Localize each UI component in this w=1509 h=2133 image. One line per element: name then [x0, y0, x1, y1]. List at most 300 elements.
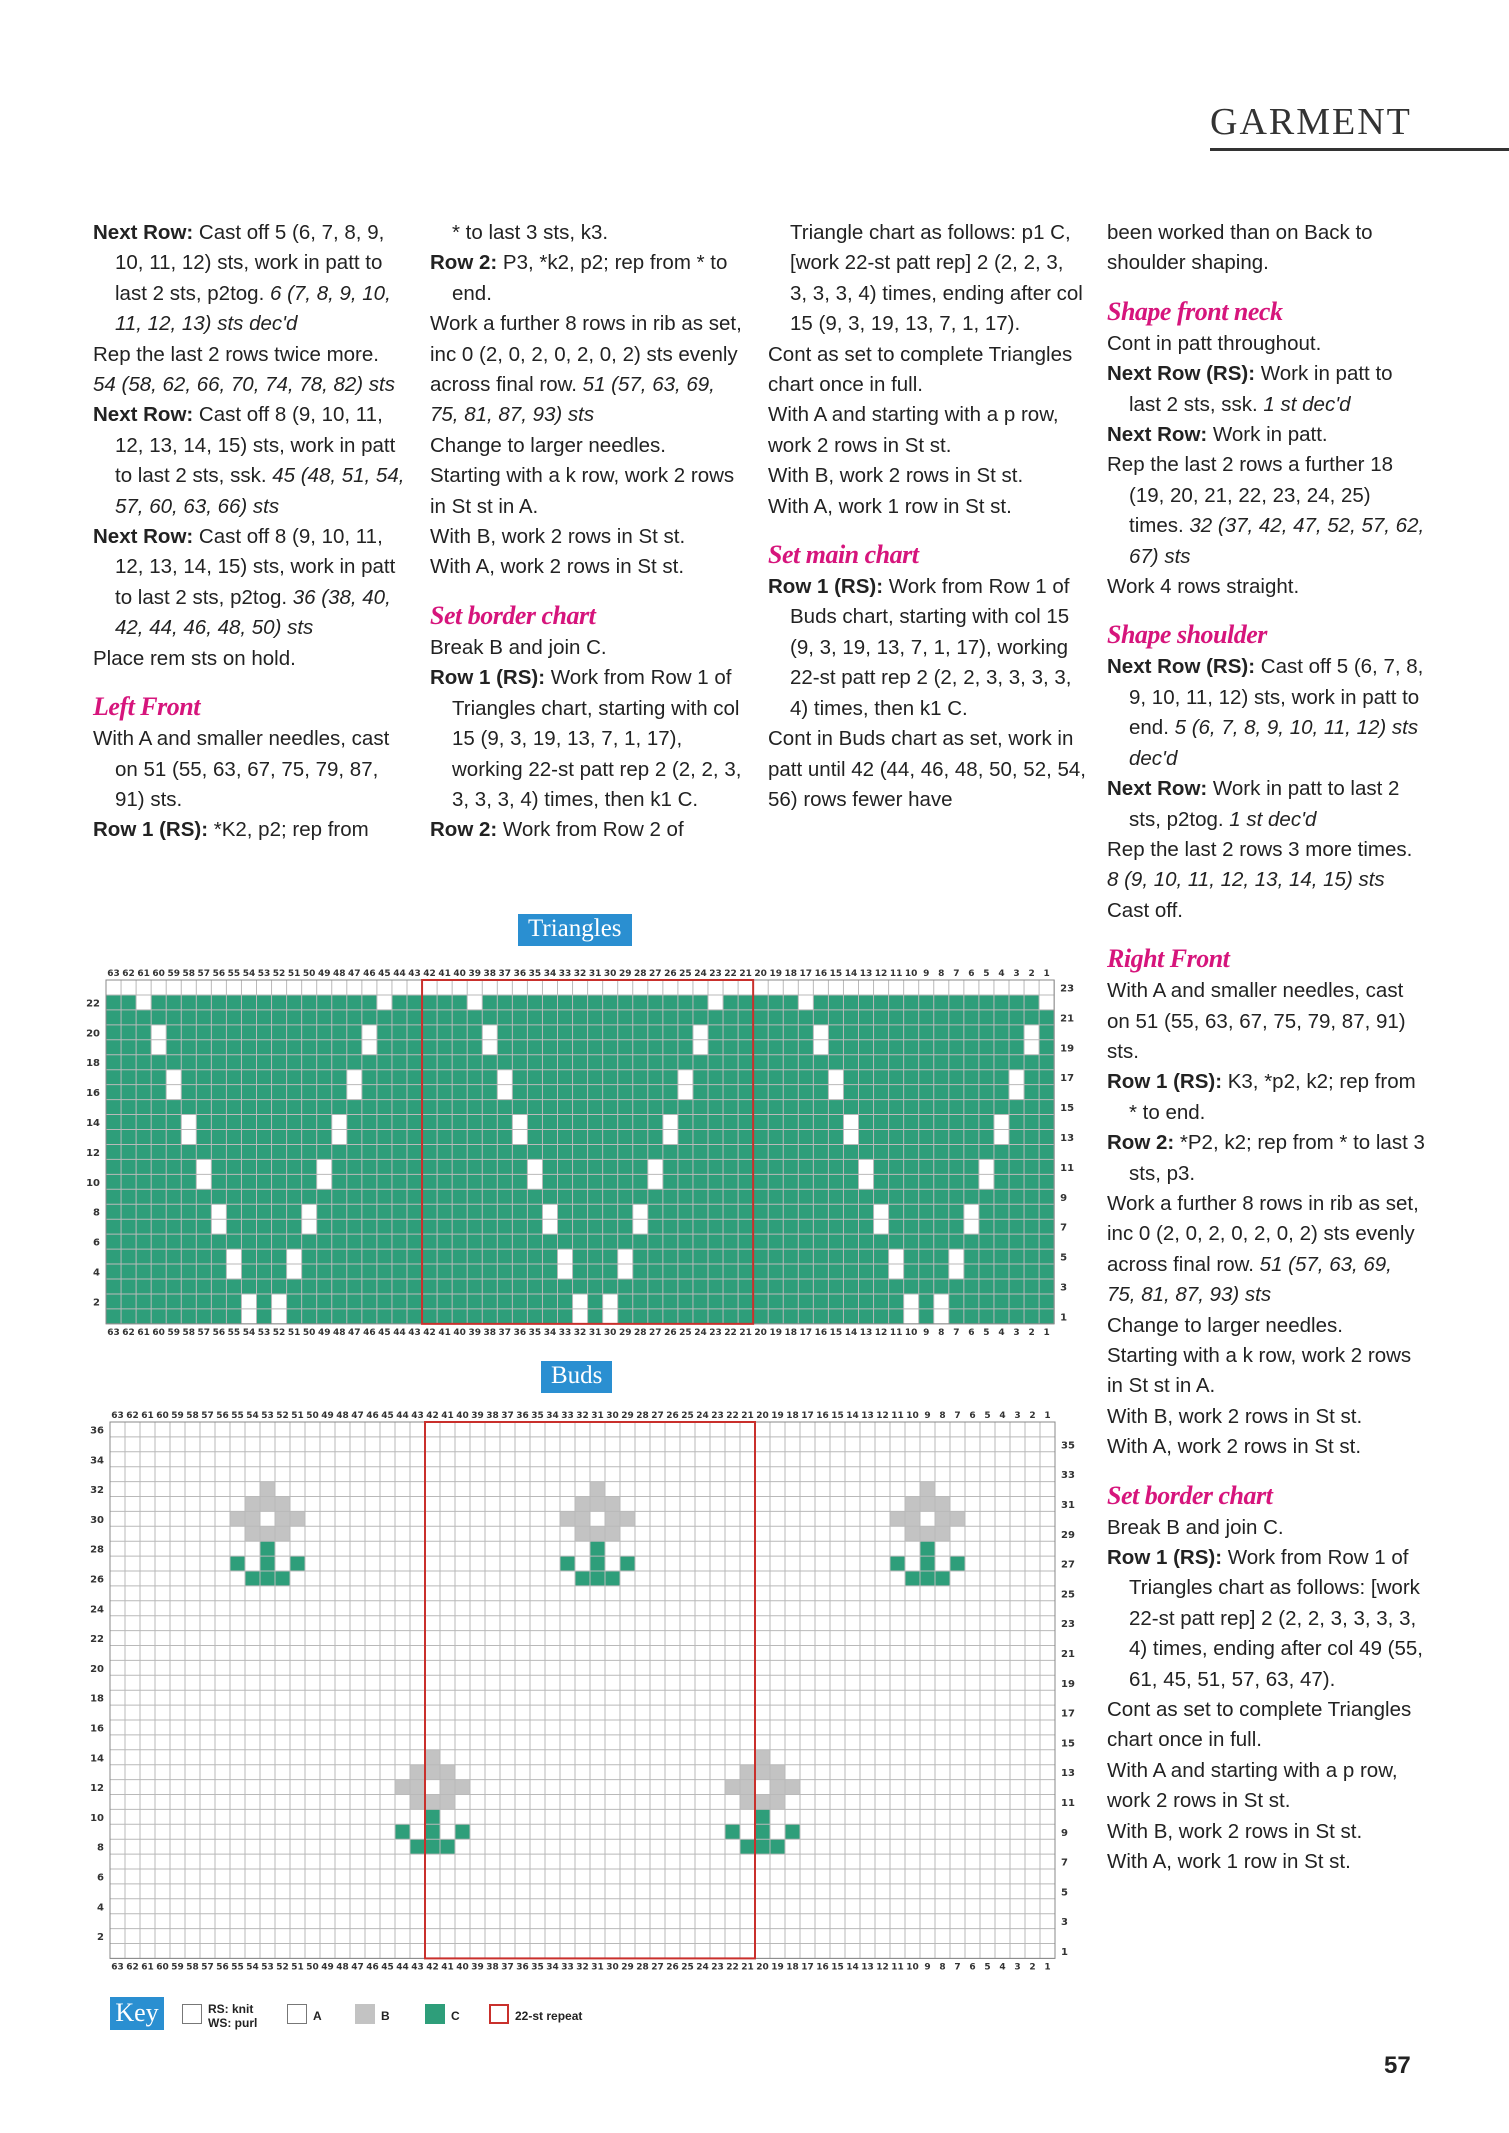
triangles-stitch [512, 1309, 527, 1324]
triangles-stitch [693, 1249, 708, 1264]
heading-left-front: Left Front [93, 692, 200, 722]
triangles-stitch [226, 1115, 241, 1130]
triangles-stitch [467, 1085, 482, 1100]
triangles-stitch [121, 1025, 136, 1040]
column-number: 25 [681, 1411, 694, 1421]
triangles-stitch [708, 1279, 723, 1294]
triangles-stitch [482, 1085, 497, 1100]
triangles-stitch [843, 1219, 858, 1234]
triangles-stitch [1009, 1309, 1024, 1324]
triangles-stitch [302, 1070, 317, 1085]
row-number: 9 [1061, 1827, 1068, 1839]
triangles-stitch [783, 1204, 798, 1219]
triangles-stitch [723, 1174, 738, 1189]
triangles-stitch [964, 1234, 979, 1249]
triangles-stitch [377, 1055, 392, 1070]
triangles-stitch [678, 1115, 693, 1130]
triangles-stitch [362, 1189, 377, 1204]
triangles-stitch [257, 1070, 272, 1085]
buds-stitch [605, 1497, 620, 1512]
triangles-stitch [1024, 1279, 1039, 1294]
triangles-stitch [437, 1159, 452, 1174]
triangles-stitch [317, 1219, 332, 1234]
column-number: 28 [636, 1962, 649, 1973]
triangles-stitch [949, 1115, 964, 1130]
triangles-stitch [798, 1189, 813, 1204]
triangles-stitch [904, 1130, 919, 1145]
column-number: 46 [366, 1411, 379, 1421]
triangles-stitch [407, 1309, 422, 1324]
row-number: 8 [97, 1842, 104, 1854]
column-number: 8 [939, 1962, 946, 1973]
heading-set-main-chart: Set main chart [768, 540, 919, 570]
column-number: 33 [561, 1411, 574, 1421]
paragraph: With A, work 2 rows in St st. [1107, 1435, 1362, 1459]
triangles-stitch [467, 1204, 482, 1219]
triangles-stitch [347, 1115, 362, 1130]
column-number: 53 [261, 1962, 274, 1973]
row-number: 27 [1061, 1559, 1075, 1571]
column-number: 32 [576, 1962, 589, 1973]
column-number: 2 [1029, 1411, 1036, 1421]
triangles-stitch [497, 1144, 512, 1159]
triangles-stitch [843, 995, 858, 1010]
triangles-stitch [332, 1309, 347, 1324]
column-number: 13 [861, 1411, 874, 1421]
triangles-stitch [708, 1115, 723, 1130]
triangles-stitch [482, 995, 497, 1010]
column-number: 29 [621, 1411, 634, 1421]
triangles-stitch [106, 1219, 121, 1234]
triangles-stitch [482, 1055, 497, 1070]
column-number: 55 [227, 1327, 241, 1338]
triangles-stitch [964, 1055, 979, 1070]
triangles-stitch [633, 1309, 648, 1324]
triangles-stitch [618, 1144, 633, 1159]
triangles-stitch [753, 1309, 768, 1324]
triangles-stitch [151, 1070, 166, 1085]
triangles-stitch [136, 1279, 151, 1294]
column-number: 31 [591, 1411, 604, 1421]
triangles-stitch [783, 1264, 798, 1279]
triangles-stitch [287, 1159, 302, 1174]
triangles-stitch [753, 1144, 768, 1159]
triangles-stitch [859, 1249, 874, 1264]
buds-stitch [395, 1780, 410, 1795]
triangles-stitch [979, 1070, 994, 1085]
triangles-stitch [708, 1174, 723, 1189]
triangles-stitch [588, 1115, 603, 1130]
triangles-stitch [1039, 1294, 1054, 1309]
row-number: 16 [90, 1723, 104, 1735]
row-number: 3 [1061, 1917, 1068, 1929]
triangles-stitch [211, 1174, 226, 1189]
header-rule [1210, 148, 1509, 151]
triangles-stitch [527, 1115, 542, 1130]
column-number: 13 [859, 1327, 873, 1338]
triangles-stitch [979, 1085, 994, 1100]
triangles-stitch [618, 1055, 633, 1070]
triangles-stitch [813, 1189, 828, 1204]
column-number: 59 [171, 1962, 184, 1973]
triangles-stitch [768, 1279, 783, 1294]
triangles-stitch [828, 1204, 843, 1219]
triangles-stitch [287, 1025, 302, 1040]
triangles-stitch [859, 1025, 874, 1040]
buds-stitch [440, 1780, 455, 1795]
triangles-stitch [287, 1309, 302, 1324]
triangles-stitch [573, 1159, 588, 1174]
triangles-stitch [166, 1294, 181, 1309]
triangles-stitch [768, 1249, 783, 1264]
column-number: 10 [906, 1411, 919, 1421]
triangles-stitch [392, 1234, 407, 1249]
triangles-stitch [798, 1219, 813, 1234]
triangles-stitch [317, 1010, 332, 1025]
row-number: 1 [1061, 1946, 1068, 1958]
triangles-stitch [151, 1219, 166, 1234]
buds-stitch [575, 1511, 590, 1526]
triangles-stitch [843, 1070, 858, 1085]
triangles-stitch [542, 1085, 557, 1100]
column-number: 30 [606, 1962, 619, 1973]
buds-stitch [290, 1556, 305, 1571]
triangles-chart [0, 950, 1100, 1340]
triangles-stitch [919, 1234, 934, 1249]
triangles-stitch [437, 1010, 452, 1025]
triangles-stitch [287, 1100, 302, 1115]
column-number: 27 [649, 1327, 662, 1338]
triangles-stitch [407, 1294, 422, 1309]
triangles-stitch [618, 1040, 633, 1055]
row-number: 15 [1060, 1103, 1075, 1115]
triangles-stitch [723, 1249, 738, 1264]
buds-stitch [590, 1482, 605, 1497]
triangles-stitch [332, 1010, 347, 1025]
triangles-stitch [332, 1085, 347, 1100]
row-label: Next Row: [1107, 423, 1208, 447]
column-number: 52 [276, 1962, 289, 1973]
triangles-stitch [392, 1085, 407, 1100]
triangles-stitch [693, 1144, 708, 1159]
buds-stitch [905, 1571, 920, 1586]
triangles-stitch [618, 1025, 633, 1040]
triangles-stitch [422, 1309, 437, 1324]
triangles-stitch [843, 1204, 858, 1219]
triangles-stitch [738, 1309, 753, 1324]
triangles-stitch [497, 1115, 512, 1130]
row-label: Next Row: [1107, 777, 1208, 801]
triangles-stitch [1024, 1085, 1039, 1100]
column-number: 34 [546, 1411, 559, 1421]
column-number: 39 [471, 1411, 484, 1421]
column-number: 52 [276, 1411, 289, 1421]
triangles-stitch [573, 1264, 588, 1279]
triangles-stitch [226, 1159, 241, 1174]
buds-stitch [575, 1497, 590, 1512]
paragraph: Work 4 rows straight. [1107, 575, 1300, 599]
triangles-stitch [332, 1159, 347, 1174]
triangles-stitch [949, 995, 964, 1010]
triangles-stitch [573, 1040, 588, 1055]
triangles-stitch [889, 1219, 904, 1234]
triangles-stitch [181, 1279, 196, 1294]
triangles-stitch [527, 1264, 542, 1279]
triangles-stitch [934, 1115, 949, 1130]
triangles-stitch [558, 1115, 573, 1130]
triangles-stitch [753, 1055, 768, 1070]
triangles-stitch [904, 1055, 919, 1070]
triangles-stitch [437, 1040, 452, 1055]
triangles-stitch [226, 1279, 241, 1294]
triangles-stitch [723, 1055, 738, 1070]
column-number: 56 [212, 969, 226, 979]
column-number: 6 [968, 1327, 975, 1338]
column-number: 28 [634, 969, 647, 979]
triangles-stitch [422, 1174, 437, 1189]
triangles-stitch [1009, 1115, 1024, 1130]
row-number: 33 [1061, 1470, 1075, 1482]
triangles-stitch [934, 1040, 949, 1055]
triangles-stitch [527, 1144, 542, 1159]
triangles-stitch [738, 1189, 753, 1204]
column-number: 28 [634, 1327, 647, 1338]
triangles-stitch [392, 1025, 407, 1040]
row-number: 20 [86, 1028, 100, 1040]
triangles-stitch [317, 1249, 332, 1264]
triangles-stitch [828, 1144, 843, 1159]
triangles-stitch [437, 1144, 452, 1159]
triangles-stitch [859, 1010, 874, 1025]
triangles-stitch [257, 1189, 272, 1204]
buds-stitch [425, 1750, 440, 1765]
triangles-stitch [241, 1279, 256, 1294]
column-number: 54 [246, 1411, 259, 1421]
triangles-stitch [693, 1159, 708, 1174]
row-number: 16 [86, 1088, 100, 1100]
triangles-stitch [437, 1264, 452, 1279]
buds-stitch [260, 1541, 275, 1556]
text-column-4 [1107, 218, 1425, 1878]
triangles-stitch [452, 1174, 467, 1189]
buds-stitch [410, 1839, 425, 1854]
triangles-stitch [196, 995, 211, 1010]
heading-shape-shoulder: Shape shoulder [1107, 620, 1267, 650]
triangles-stitch [166, 1264, 181, 1279]
buds-stitch [755, 1824, 770, 1839]
triangles-stitch [798, 1085, 813, 1100]
triangles-stitch [527, 1100, 542, 1115]
triangles-stitch [151, 1010, 166, 1025]
buds-stitch [920, 1482, 935, 1497]
triangles-stitch [768, 1055, 783, 1070]
triangles-stitch [302, 1249, 317, 1264]
triangles-stitch [317, 1040, 332, 1055]
triangles-stitch [738, 1130, 753, 1145]
buds-stitch [590, 1526, 605, 1541]
section-header: GARMENT [1210, 101, 1412, 143]
triangles-stitch [407, 1279, 422, 1294]
triangles-stitch [753, 1159, 768, 1174]
row-number: 2 [97, 1932, 104, 1944]
triangles-stitch [859, 1309, 874, 1324]
triangles-stitch [979, 1010, 994, 1025]
triangles-stitch [392, 1264, 407, 1279]
triangles-stitch [783, 1309, 798, 1324]
triangles-stitch [422, 1025, 437, 1040]
triangles-stitch [1024, 1249, 1039, 1264]
triangles-stitch [121, 1294, 136, 1309]
triangles-stitch [603, 995, 618, 1010]
triangles-stitch [979, 1264, 994, 1279]
key-repeat-label: 22-st repeat [515, 2009, 583, 2023]
triangles-stitch [678, 1279, 693, 1294]
triangles-stitch [482, 1174, 497, 1189]
triangles-stitch [542, 1279, 557, 1294]
triangles-stitch [813, 1264, 828, 1279]
triangles-stitch [121, 1130, 136, 1145]
triangles-stitch [347, 1130, 362, 1145]
triangles-stitch [979, 1234, 994, 1249]
triangles-stitch [392, 1040, 407, 1055]
column-number: 61 [141, 1411, 154, 1421]
paragraph: Row 2: Work from Row 2 of [430, 818, 684, 842]
paragraph: Cast off. [1107, 898, 1183, 922]
triangles-stitch [272, 1264, 287, 1279]
triangles-stitch [272, 1279, 287, 1294]
triangles-stitch [181, 1204, 196, 1219]
triangles-stitch [332, 1070, 347, 1085]
triangles-stitch [166, 1219, 181, 1234]
triangles-stitch [452, 1234, 467, 1249]
column-number: 8 [938, 1327, 945, 1338]
triangles-stitch [693, 1055, 708, 1070]
triangles-stitch [257, 1085, 272, 1100]
triangles-stitch [738, 1279, 753, 1294]
triangles-stitch [106, 1234, 121, 1249]
row-number: 25 [1061, 1589, 1075, 1601]
triangles-stitch [407, 995, 422, 1010]
triangles-stitch [904, 1219, 919, 1234]
row-number: 21 [1061, 1648, 1075, 1660]
triangles-stitch [226, 1100, 241, 1115]
triangles-stitch [573, 1010, 588, 1025]
triangles-stitch [934, 1234, 949, 1249]
triangles-stitch [1039, 1010, 1054, 1025]
triangles-stitch [377, 1115, 392, 1130]
triangles-stitch [783, 1279, 798, 1294]
triangles-stitch [813, 1055, 828, 1070]
row-number: 17 [1061, 1708, 1075, 1720]
triangles-stitch [482, 1144, 497, 1159]
triangles-stitch [347, 1025, 362, 1040]
column-number: 23 [711, 1411, 724, 1421]
triangles-stitch [257, 1279, 272, 1294]
triangles-stitch [181, 1055, 196, 1070]
triangles-stitch [904, 1264, 919, 1279]
triangles-stitch [588, 1100, 603, 1115]
triangles-stitch [979, 1115, 994, 1130]
triangles-stitch [859, 1264, 874, 1279]
triangles-stitch [226, 1294, 241, 1309]
triangles-stitch [512, 1100, 527, 1115]
triangles-stitch [859, 1294, 874, 1309]
column-number: 4 [999, 1411, 1006, 1421]
triangles-stitch [407, 1070, 422, 1085]
triangles-stitch [768, 1100, 783, 1115]
row-label: Row 1 (RS): [1107, 1070, 1223, 1094]
triangles-stitch [753, 1115, 768, 1130]
paragraph: With A, work 2 rows in St st. [430, 555, 685, 579]
column-number: 12 [874, 969, 888, 979]
paragraph: Rep the last 2 rows twice more. [93, 342, 379, 366]
triangles-stitch [151, 1174, 166, 1189]
triangles-stitch [618, 1115, 633, 1130]
column-number: 51 [291, 1411, 304, 1421]
triangles-stitch [843, 1100, 858, 1115]
triangles-stitch [708, 1189, 723, 1204]
triangles-stitch [512, 1025, 527, 1040]
triangles-stitch [874, 1025, 889, 1040]
triangles-stitch [979, 1130, 994, 1145]
triangles-stitch [332, 1055, 347, 1070]
triangles-stitch [136, 1100, 151, 1115]
triangles-stitch [663, 1234, 678, 1249]
triangles-stitch [512, 1204, 527, 1219]
triangles-stitch [181, 1144, 196, 1159]
triangles-stitch [603, 1025, 618, 1040]
triangles-stitch [693, 1100, 708, 1115]
column-number: 33 [558, 1327, 572, 1338]
triangles-stitch [723, 995, 738, 1010]
buds-stitch [740, 1795, 755, 1810]
column-number: 15 [829, 969, 843, 979]
triangles-stitch [783, 1055, 798, 1070]
paragraph: Row 1 (RS): Work from Row 1 of Triangles chart, starting with col 15 (9, 3, 19, 13, 7, 1, 17), working 22-st patt rep 2 (2, 2, 3, 3, 3, 3, 4) times, then k1 C. [430, 666, 742, 811]
triangles-stitch [226, 1144, 241, 1159]
triangles-stitch [1009, 1040, 1024, 1055]
triangles-stitch [904, 1010, 919, 1025]
triangles-stitch [934, 1070, 949, 1085]
triangles-stitch [377, 1204, 392, 1219]
triangles-stitch [1009, 1010, 1024, 1025]
buds-stitch [425, 1839, 440, 1854]
triangles-stitch [618, 1174, 633, 1189]
triangles-stitch [693, 1219, 708, 1234]
triangles-stitch [317, 1055, 332, 1070]
triangles-stitch [302, 1130, 317, 1145]
paragraph: * to last 3 sts, k3. [452, 221, 609, 244]
triangles-stitch [663, 1219, 678, 1234]
triangles-stitch [949, 1100, 964, 1115]
column-number: 16 [814, 969, 828, 979]
triangles-stitch [151, 1309, 166, 1324]
triangles-stitch [1024, 1159, 1039, 1174]
triangles-stitch [919, 1144, 934, 1159]
triangles-stitch [377, 1219, 392, 1234]
triangles-stitch [527, 1249, 542, 1264]
triangles-stitch [723, 1085, 738, 1100]
column-number: 2 [1028, 969, 1035, 979]
column-number: 7 [954, 1962, 961, 1973]
buds-stitch [590, 1556, 605, 1571]
triangles-stitch [302, 1144, 317, 1159]
triangles-stitch [121, 1010, 136, 1025]
triangles-stitch [272, 1085, 287, 1100]
triangles-stitch [196, 1144, 211, 1159]
column-number: 40 [456, 1962, 469, 1973]
triangles-stitch [708, 1294, 723, 1309]
